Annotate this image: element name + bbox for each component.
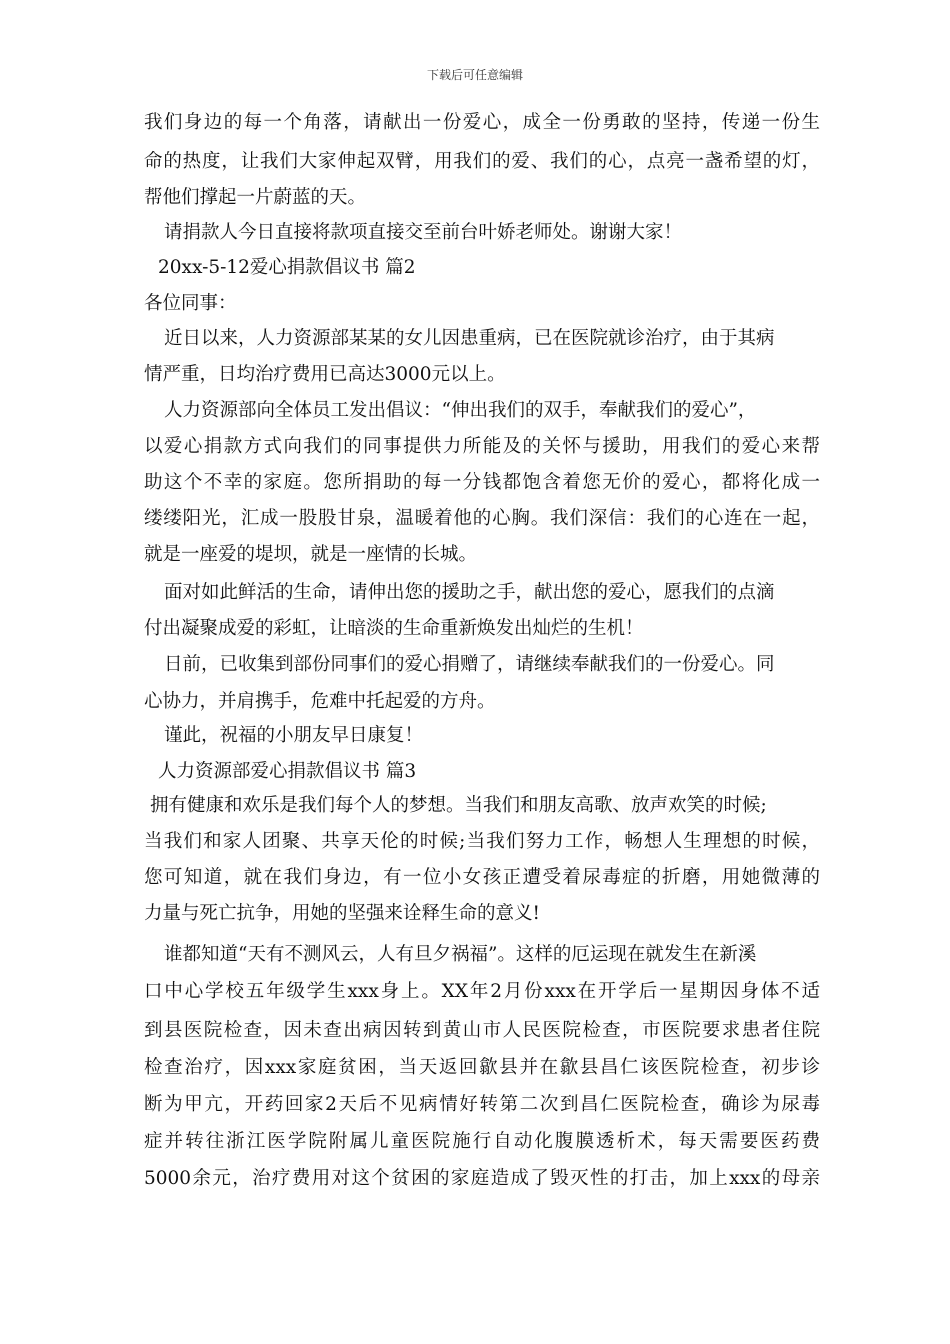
text-line: 缕缕阳光，汇成一股股甘泉，温暖着他的心胸。我们深信：我们的心连在一起， [144, 508, 820, 529]
text-line: 面对如此鲜活的生命，请伸出您的援助之手，献出您的爱心，愿我们的点滴 [164, 582, 775, 603]
text-line: 到县医院检查，因未查出病因转到黄山市人民医院检查，市医院要求患者住院 [144, 1020, 820, 1041]
text-line: 当我们和家人团聚、共享天伦的时候;当我们努力工作，畅想人生理想的时候， [144, 831, 820, 852]
text-line: 力量与死亡抗争，用她的坚强来诠释生命的意义! [144, 903, 540, 924]
text-line: 命的热度，让我们大家伸起双臂，用我们的爱、我们的心，点亮一盏希望的灯， [144, 151, 820, 172]
text-line: 断为甲亢，开药回家2天后不见病情好转第二次到昌仁医院检查，确诊为尿毒 [144, 1094, 820, 1115]
text-line: 就是一座爱的堤坝，就是一座情的长城。 [144, 544, 478, 565]
text-line: 人力资源部向全体员工发出倡议：“伸出我们的双手，奉献我们的爱心”， [164, 400, 757, 421]
text-line: 情严重，日均治疗费用已高达3000元以上。 [144, 364, 506, 385]
text-line: 人力资源部爱心捐款倡议书 篇3 [158, 761, 417, 782]
text-line: 5000余元，治疗费用对这个贫困的家庭造成了毁灭性的打击，加上xxx的母亲 [144, 1168, 820, 1189]
text-line: 20xx-5-12爱心捐款倡议书 篇2 [158, 257, 416, 278]
text-line: 日前，已收集到部份同事们的爱心捐赠了，请继续奉献我们的一份爱心。同 [164, 654, 775, 675]
text-line: 我们身边的每一个角落，请献出一份爱心，成全一份勇敢的坚持，传递一份生 [144, 112, 820, 133]
text-line: 以爱心捐款方式向我们的同事提供力所能及的关怀与援助，用我们的爱心来帮 [144, 436, 820, 457]
text-line: 您可知道，就在我们身边，有一位小女孩正遭受着尿毒症的折磨，用她微薄的 [144, 867, 820, 888]
page-header-note: 下载后可任意编辑 [426, 68, 523, 82]
text-line: 拥有健康和欢乐是我们每个人的梦想。当我们和朋友高歌、放声欢笑的时候; [150, 795, 767, 816]
text-line: 心协力，并肩携手，危难中托起爱的方舟。 [144, 691, 496, 712]
text-line: 各位同事： [144, 293, 237, 314]
text-line: 症并转往浙江医学院附属儿童医院施行自动化腹膜透析术，每天需要医药费 [144, 1131, 820, 1152]
text-line: 口中心学校五年级学生xxx身上。XX年2月份xxx在开学后一星期因身体不适 [144, 981, 820, 1002]
text-line: 检查治疗，因xxx家庭贫困，当天返回歙县并在歙县昌仁该医院检查，初步诊 [144, 1057, 820, 1078]
text-line: 请捐款人今日直接将款项直接交至前台叶娇老师处。谢谢大家！ [164, 222, 683, 243]
text-line: 帮他们撑起一片蔚蓝的天。 [144, 187, 367, 208]
text-line: 助这个不幸的家庭。您所捐助的每一分钱都饱含着您无价的爱心，都将化成一 [144, 472, 820, 493]
text-line: 近日以来，人力资源部某某的女儿因患重病，已在医院就诊治疗，由于其病 [164, 328, 775, 349]
text-line: 谨此，祝福的小朋友早日康复！ [164, 725, 424, 746]
text-line: 付出凝聚成爱的彩虹，让暗淡的生命重新焕发出灿烂的生机！ [144, 618, 644, 639]
text-line: 谁都知道“天有不测风云，人有旦夕祸福”。这样的厄运现在就发生在新溪 [164, 944, 757, 965]
